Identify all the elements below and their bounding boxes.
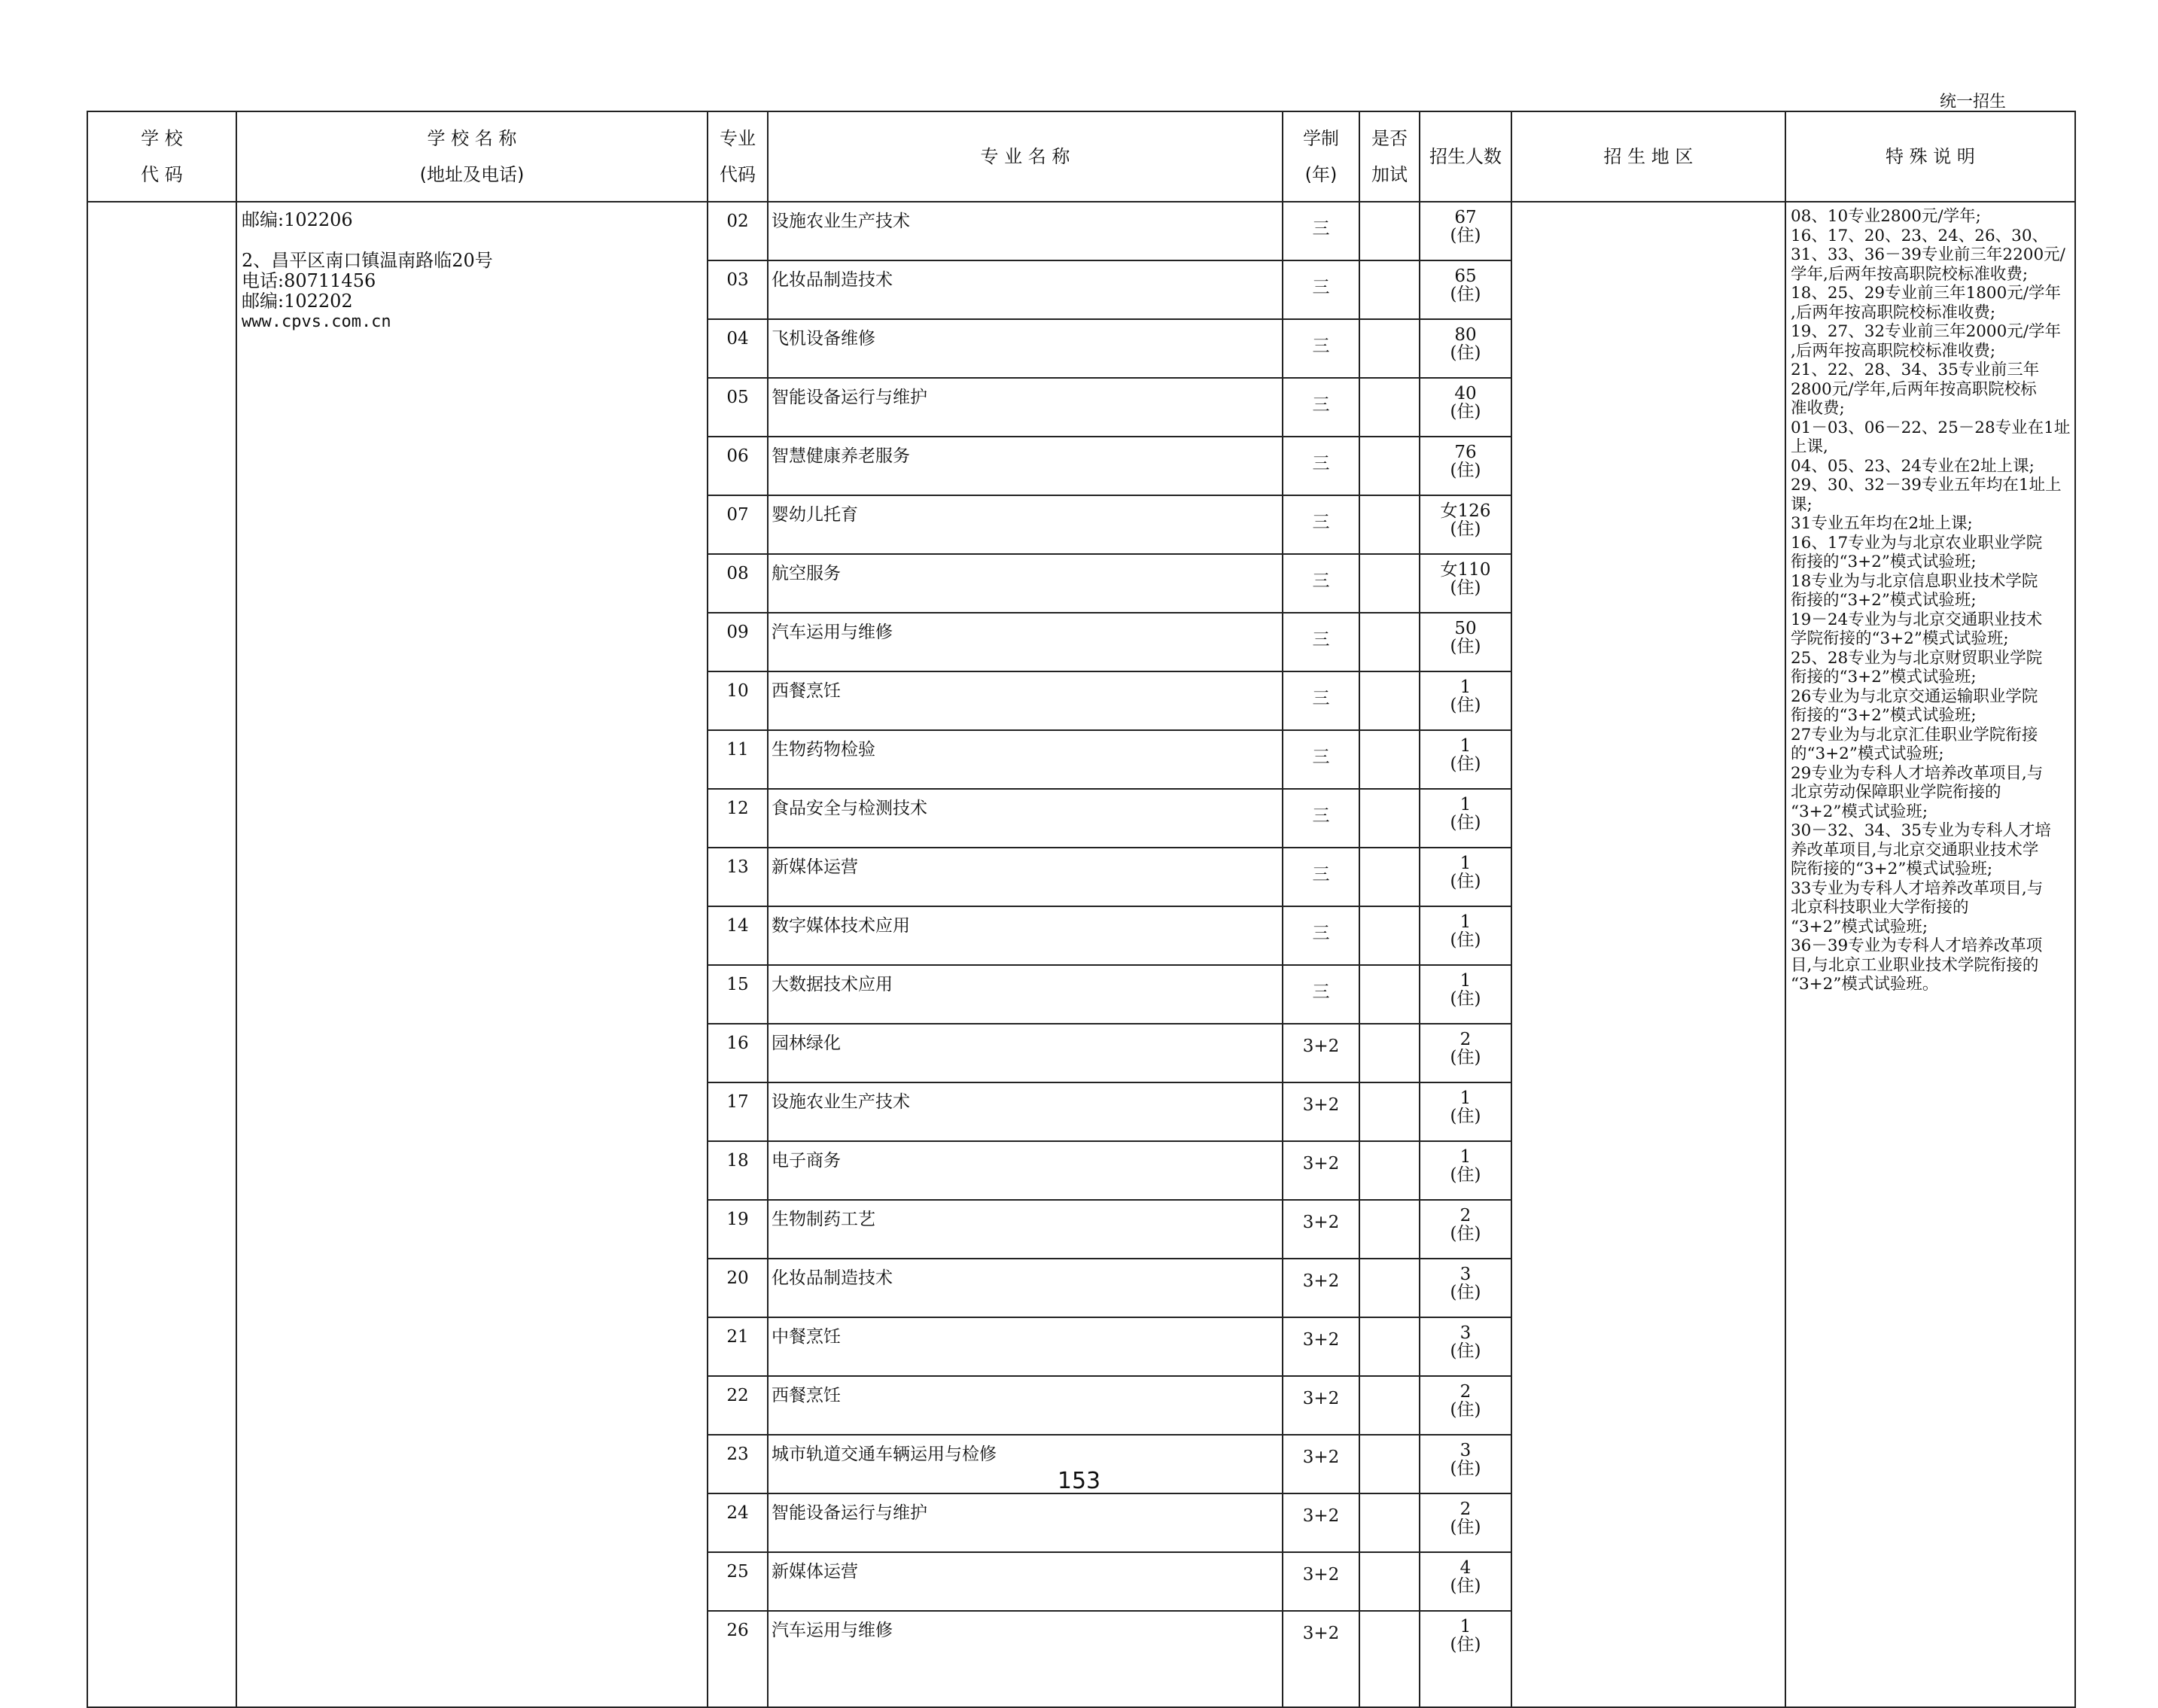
major-name: 中餐烹饪: [768, 1317, 1283, 1376]
remark-line: 学年,后两年按高职院校标准收费;: [1791, 264, 2029, 284]
header-row: [87, 111, 2075, 202]
header-enrollment: [1420, 111, 1511, 202]
enrollment-count: 1: [1459, 677, 1472, 697]
enrollment-count: 1: [1459, 1147, 1472, 1167]
major-extra-test: [1359, 848, 1420, 906]
major-name: 新媒体运营: [768, 848, 1283, 906]
major-name: 食品安全与检测技术: [768, 789, 1283, 848]
major-extra-test: [1359, 1611, 1420, 1707]
remark-line: 18、25、29专业前三年1800元/学年: [1791, 284, 2062, 303]
major-name: 西餐烹饪: [768, 671, 1283, 730]
school-website: www.cpvs.com.cn: [242, 312, 391, 331]
major-enrollment: [1420, 1493, 1511, 1552]
major-code: 26: [708, 1611, 768, 1707]
major-extra-test: [1359, 789, 1420, 848]
remark-line: 33专业为专科人才培养改革项目,与: [1791, 878, 2044, 898]
remark-line: 31专业五年均在2址上课;: [1791, 514, 1973, 533]
remark-line: 04、05、23、24专业在2址上课;: [1791, 456, 2035, 476]
remark-line: 上课,: [1791, 437, 1828, 456]
major-enrollment: [1420, 1376, 1511, 1435]
enrollment-note: (住): [1450, 1635, 1481, 1655]
remarks-text: [1786, 202, 2074, 994]
major-duration: 三: [1283, 671, 1359, 730]
enrollment-count: 65: [1454, 266, 1477, 286]
major-name: 园林绿化: [768, 1024, 1283, 1082]
major-code: 12: [708, 789, 768, 848]
major-duration: 3+2: [1283, 1435, 1359, 1493]
remark-line: 19－24专业为与北京交通职业技术: [1791, 610, 2043, 629]
enrollment-count: 1: [1459, 1617, 1472, 1636]
remark-line: 养改革项目,与北京交通职业技术学: [1791, 840, 2039, 860]
enrollment-note: (住): [1450, 285, 1481, 304]
header-school-name-line1: 学 校 名 称: [427, 128, 517, 149]
major-enrollment: [1420, 1200, 1511, 1259]
enrollment-count: 1: [1459, 854, 1472, 873]
remark-line: “3+2”模式试验班;: [1791, 802, 1928, 821]
header-major-code-line1: 专业: [720, 128, 756, 149]
major-duration: 3+2: [1283, 1611, 1359, 1707]
header-extra-test-line1: 是否: [1371, 128, 1408, 149]
major-duration: 3+2: [1283, 1376, 1359, 1435]
major-name: 化妆品制造技术: [768, 260, 1283, 319]
enrollment-note: (住): [1450, 1165, 1481, 1185]
major-code: 17: [708, 1082, 768, 1141]
major-enrollment: [1420, 789, 1511, 848]
page-number: 153: [1057, 1468, 1101, 1494]
enrollment-note: (住): [1450, 696, 1481, 715]
major-enrollment: [1420, 260, 1511, 319]
major-enrollment: [1420, 1141, 1511, 1200]
major-code: 24: [708, 1493, 768, 1552]
major-enrollment: [1420, 965, 1511, 1024]
remark-line: 29专业为专科人才培养改革项目,与: [1791, 763, 2044, 783]
major-extra-test: [1359, 319, 1420, 378]
remark-line: 北京科技职业大学衔接的: [1791, 898, 1969, 917]
enrollment-count: 67: [1454, 208, 1477, 227]
major-duration: 3+2: [1283, 1024, 1359, 1082]
major-enrollment: [1420, 554, 1511, 613]
major-duration: 3+2: [1283, 1493, 1359, 1552]
major-enrollment: [1420, 437, 1511, 495]
header-school-name-line2: (地址及电话): [419, 164, 525, 185]
major-code: 10: [708, 671, 768, 730]
header-major-name: [768, 111, 1283, 202]
remark-line: “3+2”模式试验班;: [1791, 917, 1928, 936]
address-line: 邮编:102206: [242, 209, 353, 230]
enrollment-count: 1: [1459, 1088, 1472, 1108]
major-duration: 三: [1283, 789, 1359, 848]
major-enrollment: [1420, 1611, 1511, 1707]
header-region: [1511, 111, 1785, 202]
major-extra-test: [1359, 1259, 1420, 1317]
major-code: 21: [708, 1317, 768, 1376]
enrollment-count: 3: [1459, 1265, 1472, 1284]
major-enrollment: [1420, 730, 1511, 789]
major-enrollment: [1420, 202, 1511, 260]
remark-line: 27专业为与北京汇佳职业学院衔接: [1791, 725, 2038, 744]
major-enrollment: [1420, 1082, 1511, 1141]
remark-line: ,后两年按高职院校标准收费;: [1791, 341, 1996, 361]
header-major-code: [708, 111, 768, 202]
enrollment-count: 50: [1454, 619, 1477, 638]
major-duration: 3+2: [1283, 1317, 1359, 1376]
enrollment-count: 2: [1459, 1206, 1472, 1225]
enrollment-count: 女126: [1440, 501, 1491, 521]
major-extra-test: [1359, 260, 1420, 319]
major-duration: 三: [1283, 965, 1359, 1024]
major-duration: 三: [1283, 319, 1359, 378]
enrollment-count: 80: [1454, 325, 1477, 345]
remark-line: 19、27、32专业前三年2000元/学年: [1791, 322, 2062, 341]
major-extra-test: [1359, 1200, 1420, 1259]
enrollment-note: (住): [1450, 930, 1481, 950]
enrollment-note: (住): [1450, 637, 1481, 656]
major-name: 汽车运用与维修: [768, 613, 1283, 671]
major-duration: 三: [1283, 437, 1359, 495]
major-duration: 3+2: [1283, 1259, 1359, 1317]
major-code: 09: [708, 613, 768, 671]
enrollment-note: (住): [1450, 1341, 1481, 1361]
major-name: 智慧健康养老服务: [768, 437, 1283, 495]
remark-line: 25、28专业为与北京财贸职业学院: [1791, 648, 2043, 668]
enrollment-note: (住): [1450, 1107, 1481, 1126]
major-duration: 三: [1283, 554, 1359, 613]
major-name: 汽车运用与维修: [768, 1611, 1283, 1707]
major-code: 05: [708, 378, 768, 437]
major-name: 航空服务: [768, 554, 1283, 613]
enrollment-count: 76: [1454, 443, 1477, 462]
header-extra-test-line2: 加试: [1371, 164, 1408, 185]
remark-line: ,后两年按高职院校标准收费;: [1791, 303, 1996, 322]
major-extra-test: [1359, 1552, 1420, 1611]
enrollment-count: 2: [1459, 1499, 1472, 1519]
major-code: 25: [708, 1552, 768, 1611]
major-name: 生物药物检验: [768, 730, 1283, 789]
header-major-name-text: 专 业 名 称: [980, 146, 1070, 167]
major-code: 02: [708, 202, 768, 260]
header-region-text: 招 生 地 区: [1603, 146, 1694, 167]
remark-line: 21、22、28、34、35专业前三年: [1791, 361, 2040, 379]
remark-line: 01－03、06－22、25－28专业在1址: [1791, 418, 2071, 437]
enrollment-count: 2: [1459, 1030, 1472, 1049]
major-code: 23: [708, 1435, 768, 1493]
enrollment-note: (住): [1450, 872, 1481, 891]
major-extra-test: [1359, 1493, 1420, 1552]
address-line: 电话:80711456: [242, 270, 376, 291]
top-label: 统一招生: [1940, 93, 2007, 111]
address-line: [242, 230, 707, 251]
remark-line: 衔接的“3+2”模式试验班;: [1791, 553, 1977, 571]
remark-line: 08、10专业2800元/学年;: [1791, 207, 1981, 226]
enrollment-note: (住): [1450, 813, 1481, 833]
enrollment-count: 1: [1459, 795, 1472, 814]
major-code: 13: [708, 848, 768, 906]
remark-line: 北京劳动保障职业学院衔接的: [1791, 783, 2001, 802]
enrollment-count: 40: [1454, 384, 1477, 403]
major-name: 设施农业生产技术: [768, 202, 1283, 260]
major-extra-test: [1359, 730, 1420, 789]
major-code: 19: [708, 1200, 768, 1259]
major-duration: 三: [1283, 848, 1359, 906]
header-school-code-line1: 学 校: [141, 128, 183, 149]
major-name: 设施农业生产技术: [768, 1082, 1283, 1141]
header-duration: [1283, 111, 1359, 202]
major-enrollment: [1420, 378, 1511, 437]
major-extra-test: [1359, 1317, 1420, 1376]
major-extra-test: [1359, 554, 1420, 613]
header-duration-line2: (年): [1304, 164, 1338, 185]
major-name: 飞机设备维修: [768, 319, 1283, 378]
major-code: 22: [708, 1376, 768, 1435]
remark-line: 学院衔接的“3+2”模式试验班;: [1791, 629, 2009, 648]
remark-line: 16、17专业为与北京农业职业学院: [1791, 533, 2043, 553]
major-enrollment: [1420, 1259, 1511, 1317]
major-extra-test: [1359, 1376, 1420, 1435]
enrollment-count: 3: [1459, 1441, 1472, 1460]
major-enrollment: [1420, 495, 1511, 554]
enrollment-note: (住): [1450, 1400, 1481, 1420]
enrollment-count: 1: [1459, 971, 1472, 991]
header-school-name: [236, 111, 708, 202]
major-name: 新媒体运营: [768, 1552, 1283, 1611]
major-code: 15: [708, 965, 768, 1024]
enrollment-note: (住): [1450, 1459, 1481, 1478]
major-code: 11: [708, 730, 768, 789]
major-enrollment: [1420, 319, 1511, 378]
remark-line: 29、30、32－39专业五年均在1址上: [1791, 476, 2062, 495]
remark-line: 16、17、20、23、24、26、30、: [1791, 226, 2049, 245]
major-extra-test: [1359, 906, 1420, 965]
major-enrollment: [1420, 906, 1511, 965]
major-code: 04: [708, 319, 768, 378]
enrollment-note: (住): [1450, 1576, 1481, 1596]
remark-line: 的“3+2”模式试验班;: [1791, 744, 1944, 763]
enrollment-count: 1: [1459, 736, 1472, 756]
major-extra-test: [1359, 1082, 1420, 1141]
enrollment-note: (住): [1450, 1518, 1481, 1537]
major-code: 07: [708, 495, 768, 554]
header-duration-line1: 学制: [1303, 128, 1339, 149]
enrollment-count: 1: [1459, 912, 1472, 932]
major-duration: 3+2: [1283, 1141, 1359, 1200]
remark-line: 衔接的“3+2”模式试验班;: [1791, 706, 1977, 725]
header-enrollment-text: 招生人数: [1429, 146, 1502, 167]
major-code: 18: [708, 1141, 768, 1200]
enrollment-note: (住): [1450, 1283, 1481, 1302]
major-extra-test: [1359, 378, 1420, 437]
header-major-code-line2: 代码: [720, 164, 756, 185]
major-code: 08: [708, 554, 768, 613]
major-name: 智能设备运行与维护: [768, 1493, 1283, 1552]
header-extra-test: [1359, 111, 1420, 202]
remark-line: 31、33、36－39专业前三年2200元/: [1791, 245, 2065, 264]
major-name: 大数据技术应用: [768, 965, 1283, 1024]
enrollment-note: (住): [1450, 461, 1481, 480]
major-code: 20: [708, 1259, 768, 1317]
major-enrollment: [1420, 613, 1511, 671]
enrollment-note: (住): [1450, 519, 1481, 539]
major-duration: 3+2: [1283, 1200, 1359, 1259]
enrollment-count: 3: [1459, 1323, 1472, 1343]
header-remarks-text: 特 殊 说 明: [1886, 146, 1975, 167]
major-extra-test: [1359, 613, 1420, 671]
remark-line: 2800元/学年,后两年按高职院校标: [1791, 379, 2037, 399]
remark-line: 26专业为与北京交通运输职业学院: [1791, 687, 2038, 706]
major-extra-test: [1359, 1141, 1420, 1200]
major-name: 数字媒体技术应用: [768, 906, 1283, 965]
remark-line: 目,与北京工业职业技术学院衔接的: [1791, 955, 2039, 975]
major-duration: 三: [1283, 613, 1359, 671]
enrollment-note: (住): [1450, 1224, 1481, 1244]
school-address: [237, 202, 707, 332]
major-code: 06: [708, 437, 768, 495]
major-duration: 三: [1283, 260, 1359, 319]
major-name: 西餐烹饪: [768, 1376, 1283, 1435]
header-school-code-line2: 代 码: [141, 164, 183, 185]
remark-line: 36－39专业为专科人才培养改革项: [1791, 936, 2043, 955]
major-duration: 三: [1283, 378, 1359, 437]
remark-line: 衔接的“3+2”模式试验班;: [1791, 591, 1977, 610]
header-remarks: [1785, 111, 2075, 202]
enrollment-count: 2: [1459, 1382, 1472, 1402]
major-extra-test: [1359, 202, 1420, 260]
enrollment-count: 女110: [1440, 560, 1491, 580]
major-extra-test: [1359, 671, 1420, 730]
remark-line: 30－32、34、35专业为专科人才培: [1791, 821, 2051, 840]
major-enrollment: [1420, 671, 1511, 730]
major-extra-test: [1359, 965, 1420, 1024]
major-name: 城市轨道交通车辆运用与检修: [768, 1435, 1283, 1493]
major-duration: 三: [1283, 495, 1359, 554]
enrollment-note: (住): [1450, 226, 1481, 245]
enrollment-note: (住): [1450, 754, 1481, 774]
header-school-code: [87, 111, 236, 202]
major-name: 生物制药工艺: [768, 1200, 1283, 1259]
major-duration: 三: [1283, 730, 1359, 789]
major-name: 电子商务: [768, 1141, 1283, 1200]
major-name: 婴幼儿托育: [768, 495, 1283, 554]
major-extra-test: [1359, 1024, 1420, 1082]
remark-line: 准收费;: [1791, 399, 1845, 418]
major-duration: 三: [1283, 202, 1359, 260]
enrollment-note: (住): [1450, 578, 1481, 598]
major-name: 化妆品制造技术: [768, 1259, 1283, 1317]
major-extra-test: [1359, 437, 1420, 495]
address-line: 2、昌平区南口镇温南路临20号: [242, 250, 493, 271]
major-duration: 3+2: [1283, 1082, 1359, 1141]
enrollment-note: (住): [1450, 343, 1481, 363]
major-code: 16: [708, 1024, 768, 1082]
major-enrollment: [1420, 1317, 1511, 1376]
major-name: 智能设备运行与维护: [768, 378, 1283, 437]
major-code: 03: [708, 260, 768, 319]
major-enrollment: [1420, 1024, 1511, 1082]
remark-line: 课;: [1791, 495, 1813, 514]
table-row: [87, 202, 2075, 260]
enrollment-note: (住): [1450, 989, 1481, 1009]
major-enrollment: [1420, 1552, 1511, 1611]
major-code: 14: [708, 906, 768, 965]
remark-line: 衔接的“3+2”模式试验班;: [1791, 668, 1977, 687]
address-line: 邮编:102202: [242, 291, 353, 312]
enrollment-count: 4: [1459, 1558, 1472, 1578]
remark-line: 18专业为与北京信息职业技术学院: [1791, 571, 2038, 591]
remark-line: 院衔接的“3+2”模式试验班;: [1791, 860, 1993, 878]
enrollment-note: (住): [1450, 402, 1481, 422]
enrollment-note: (住): [1450, 1048, 1481, 1067]
major-extra-test: [1359, 495, 1420, 554]
major-duration: 三: [1283, 906, 1359, 965]
remark-line: “3+2”模式试验班。: [1791, 975, 1939, 994]
major-duration: 3+2: [1283, 1552, 1359, 1611]
major-enrollment: [1420, 848, 1511, 906]
